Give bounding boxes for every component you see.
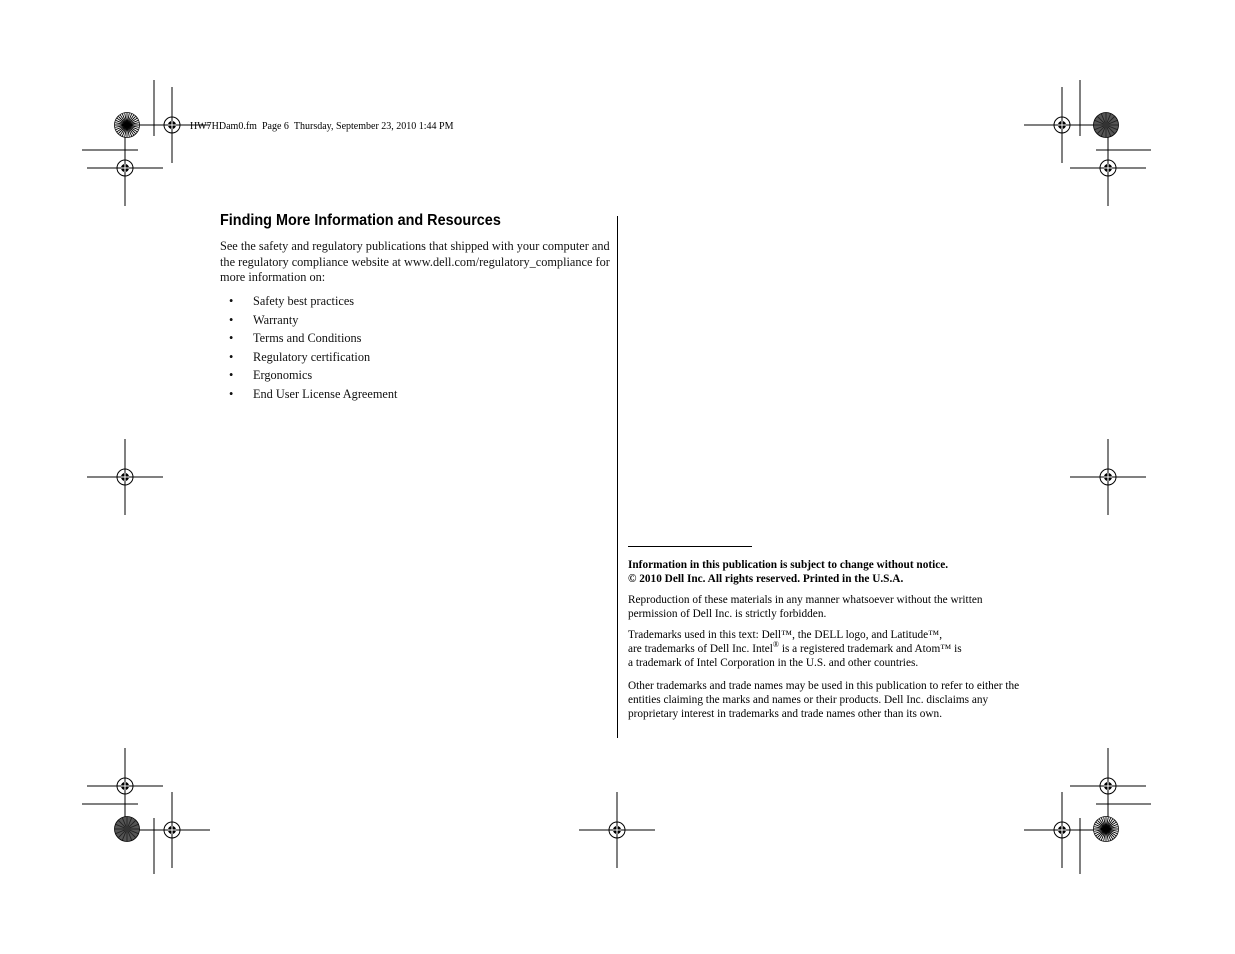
registered-mark: ® <box>772 640 779 650</box>
regulatory-compliance-link[interactable]: www.dell.com/regulatory_compliance <box>404 254 593 269</box>
bullet: • <box>229 294 234 308</box>
copyright-line: © 2010 Dell Inc. All rights reserved. Printed in the U.S.A. <box>628 573 904 585</box>
slug-page: Page 6 <box>261 121 289 132</box>
list-item-text: Regulatory certification <box>253 349 371 364</box>
slug-filename: HW7HDam0.fm <box>190 121 257 132</box>
list-item-text: Safety best practices <box>253 294 355 308</box>
list-item <box>229 329 397 348</box>
bullet: • <box>229 349 234 364</box>
list-item-text: Ergonomics <box>253 368 313 383</box>
intro-text-end: for more information on: <box>220 254 610 284</box>
list-item-text: End User License Agreement <box>253 386 398 401</box>
bullet: • <box>229 331 234 346</box>
change-notice <box>628 558 1028 586</box>
trademarks-text: are trademarks of Dell Inc. Intel <box>628 643 773 655</box>
trademarks-text: is a registered trademark and Atom™ is <box>779 643 962 655</box>
print-slug <box>190 121 454 132</box>
list-item <box>229 366 397 385</box>
section-heading: Finding More Information and Resources <box>220 212 501 229</box>
intro-paragraph <box>220 239 615 286</box>
list-item <box>229 348 397 367</box>
trademarks-line: a trademark of Intel Corporation in the U.S. and other countries. <box>628 657 919 669</box>
list-item-text: Warranty <box>253 312 299 327</box>
intro-text: See the safety and regulatory publications that shipped with your computer and the regulatory compliance website at <box>220 239 610 269</box>
bullet: • <box>229 368 234 383</box>
bullet: • <box>229 386 234 401</box>
list-item <box>229 385 397 404</box>
column-divider <box>617 216 618 738</box>
resource-list <box>229 292 397 404</box>
slug-datetime: Thursday, September 23, 2010 1:44 PM <box>293 121 454 132</box>
list-item <box>229 311 397 330</box>
notice-line: Information in this publication is subject to change without notice. <box>628 559 949 571</box>
trademarks-line: Trademarks used in this text: Dell™, the DELL logo, and Latitude™, <box>628 629 943 641</box>
footnote-rule <box>628 546 752 547</box>
reproduction-paragraph: Reproduction of these materials in any manner whatsoever without the written permission of Dell Inc. is strictly forbidden. <box>628 594 983 620</box>
bullet: • <box>229 312 234 327</box>
list-item <box>229 292 397 311</box>
other-trademarks-paragraph: Other trademarks and trade names may be used in this publication to refer to either the entities claiming the marks and names or their products. Dell Inc. disclaims any proprietary interest in trademarks and trade names other than its own. <box>628 680 1020 720</box>
trademarks-paragraph <box>628 628 1028 670</box>
trademarks-line <box>628 642 1028 656</box>
list-item-text: Terms and Conditions <box>253 331 362 346</box>
